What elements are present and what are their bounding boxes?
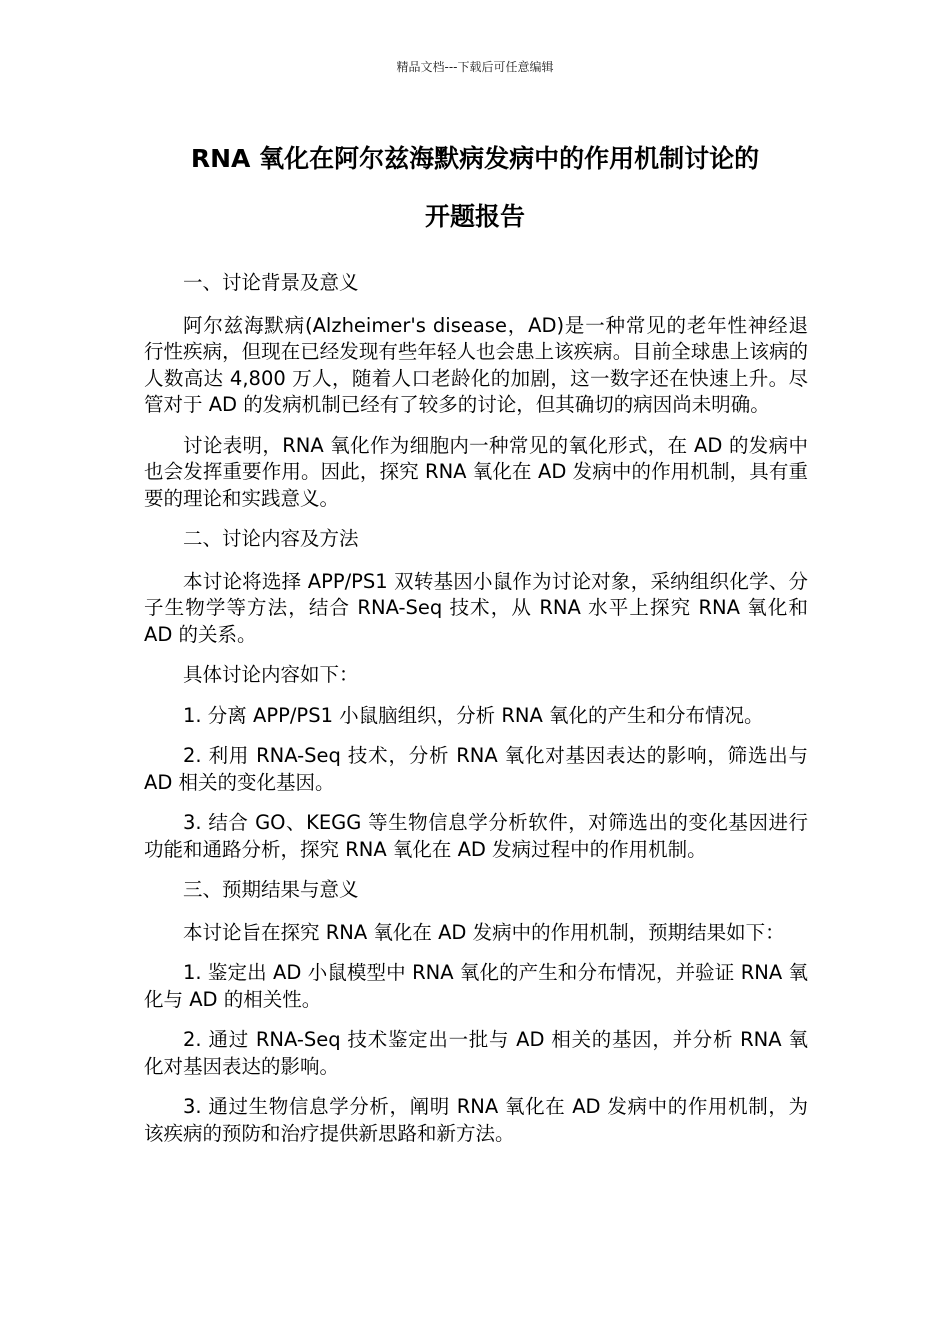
- document-title: [120, 130, 830, 246]
- section-2-list-item-2: 2. 利用 RNA-Seq 技术，分析 RNA 氧化对基因表达的影响，筛选出与 AD 相关的变化基因。: [144, 744, 808, 794]
- title-line-1: RNA 氧化在阿尔兹海默病发病中的作用机制讨论的: [190, 144, 760, 173]
- section-2-heading: 二、讨论内容及方法: [183, 527, 359, 550]
- section-3-list-item-2: 2. 通过 RNA-Seq 技术鉴定出一批与 AD 相关的基因，并分析 RNA 氧化对基因表达的影响。: [144, 1028, 808, 1078]
- section-3-list-item-3: 3. 通过生物信息学分析，阐明 RNA 氧化在 AD 发病中的作用机制，为该疾病的预防和治疗提供新思路和新方法。: [144, 1095, 808, 1145]
- section-2-paragraph-1: 本讨论将选择 APP/PS1 双转基因小鼠作为讨论对象，采纳组织化学、分子生物学等方法，结合 RNA-Seq 技术，从 RNA 水平上探究 RNA 氧化和 AD 的关系。: [144, 569, 808, 646]
- section-3-list-item-1: 1. 鉴定出 AD 小鼠模型中 RNA 氧化的产生和分布情况，并验证 RNA 氧化与 AD 的相关性。: [144, 961, 808, 1011]
- section-1-heading: 一、讨论背景及意义: [183, 271, 359, 294]
- section-1-paragraph-2: 讨论表明，RNA 氧化作为细胞内一种常见的氧化形式，在 AD 的发病中也会发挥重要作用。因此，探究 RNA 氧化在 AD 发病中的作用机制，具有重要的理论和实践意义。: [144, 433, 808, 510]
- section-2-paragraph-2: 具体讨论内容如下：: [183, 663, 359, 686]
- section-2-list-item-1: 1. 分离 APP/PS1 小鼠脑组织，分析 RNA 氧化的产生和分布情况。: [183, 703, 764, 727]
- section-3-heading: 三、预期结果与意义: [183, 878, 359, 901]
- page-header: 精品文档---下载后可任意编辑: [396, 60, 554, 74]
- section-3-paragraph-1: 本讨论旨在探究 RNA 氧化在 AD 发病中的作用机制，预期结果如下：: [183, 920, 785, 944]
- title-line-2: 开题报告: [424, 202, 525, 231]
- section-1-paragraph-1: 阿尔兹海默病(Alzheimer's disease，AD)是一种常见的老年性神经退行性疾病，但现在已经发现有些年轻人也会患上该疾病。目前全球患上该病的人数高达 4,800 万人，随着人口老龄化的加剧，这一数字还在快速上升。尽管对于 AD 的发病机制已经有了较多的讨论，但其确切的病因尚未明确。: [144, 313, 808, 416]
- document-body: [144, 270, 808, 1161]
- section-2-list-item-3: 3. 结合 GO、KEGG 等生物信息学分析软件，对筛选出的变化基因进行功能和通路分析，探究 RNA 氧化在 AD 发病过程中的作用机制。: [144, 811, 808, 861]
